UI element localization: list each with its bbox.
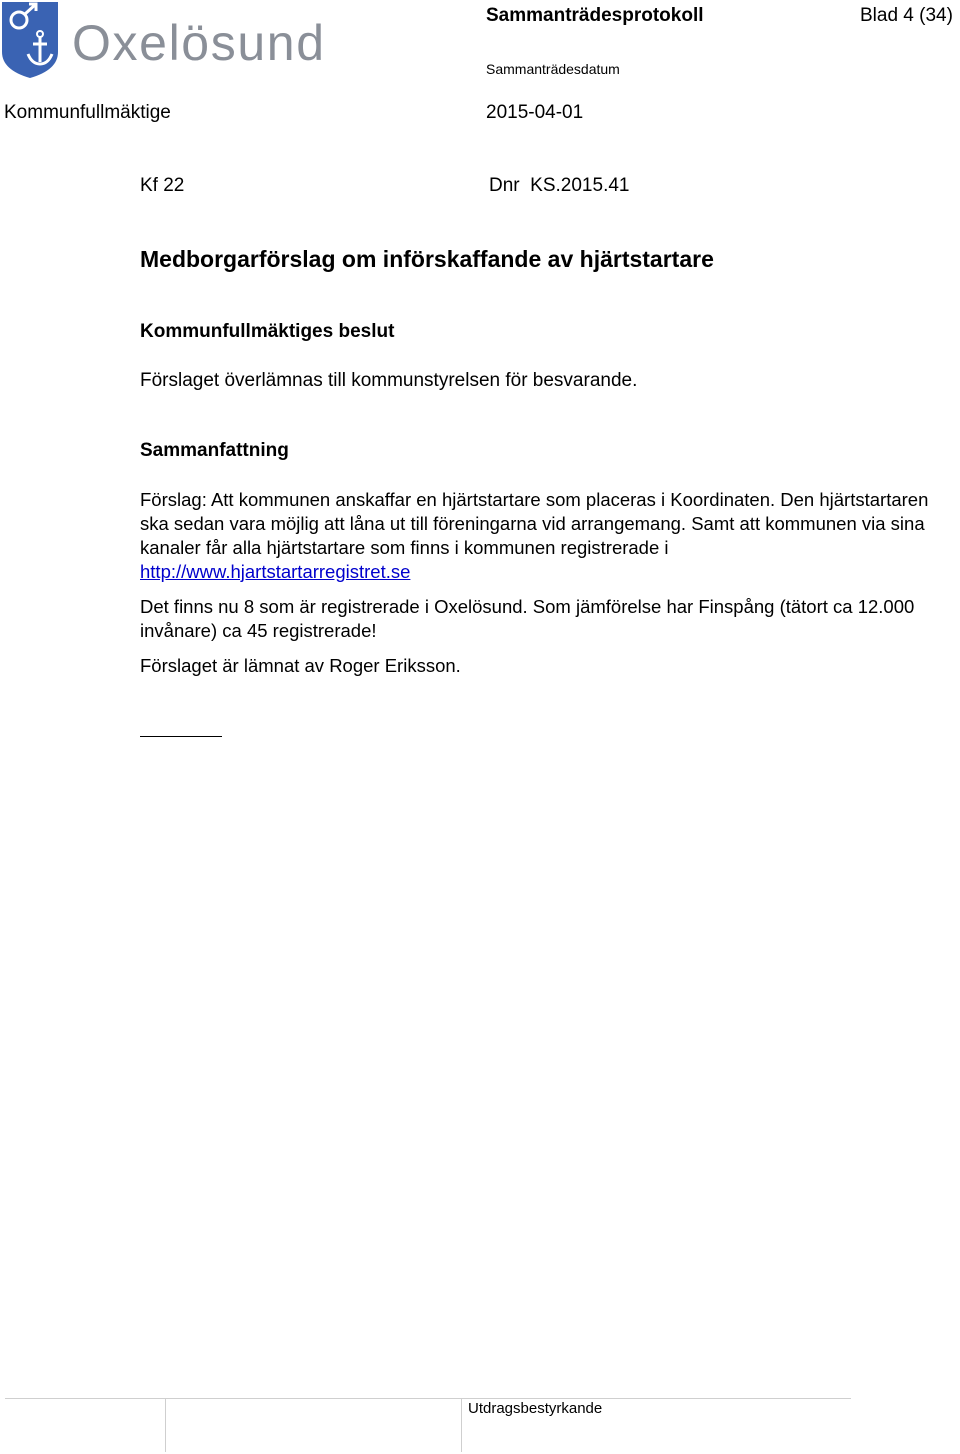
shield-icon xyxy=(2,2,58,78)
summary-paragraph-3: Förslaget är lämnat av Roger Eriksson. xyxy=(140,655,461,676)
case-number: Kf 22 xyxy=(140,175,185,196)
summary-body xyxy=(140,488,930,678)
document-title: Sammanträdesprotokoll xyxy=(486,5,704,26)
end-rule xyxy=(140,736,222,737)
decision-text: Förslaget överlämnas till kommunstyrelsen för besvarande. xyxy=(140,370,638,391)
registry-link[interactable]: http://www.hjartstartarregistret.se xyxy=(140,561,411,582)
summary-paragraph-1 xyxy=(140,488,930,584)
organ-name: Kommunfullmäktige xyxy=(4,102,171,123)
footer-divider xyxy=(461,1398,462,1452)
registration-number: Dnr KS.2015.41 xyxy=(489,175,630,196)
meeting-date-label: Sammanträdesdatum xyxy=(486,61,620,77)
page-title: Medborgarförslag om införskaffande av hjärtstartare xyxy=(140,246,714,272)
certification-label: Utdragsbestyrkande xyxy=(468,1400,603,1417)
decision-heading: Kommunfullmäktiges beslut xyxy=(140,321,395,342)
logo-graphic xyxy=(0,0,330,80)
footer-divider xyxy=(5,1398,851,1399)
logo-wordmark: Oxelösund xyxy=(72,15,324,71)
page-number: Blad 4 (34) xyxy=(860,5,953,26)
oxelosund-logo xyxy=(0,0,330,80)
meeting-date: 2015-04-01 xyxy=(486,102,584,123)
summary-heading: Sammanfattning xyxy=(140,440,289,461)
summary-text: Förslag: Att kommunen anskaffar en hjärtstartare som placeras i Koordinaten. Den hjärtstartaren ska sedan vara möjlig att låna ut till föreningarna vid arrangemang. Samt att kommunen via sina kanaler får alla hjärtstartare som finns i kommunen registrerade i xyxy=(140,489,929,558)
summary-paragraph-2: Det finns nu 8 som är registrerade i Oxelösund. Som jämförelse har Finspång (tätort ca 12.000 invånare) ca 45 registrerade! xyxy=(140,596,915,641)
footer-divider xyxy=(165,1398,166,1452)
